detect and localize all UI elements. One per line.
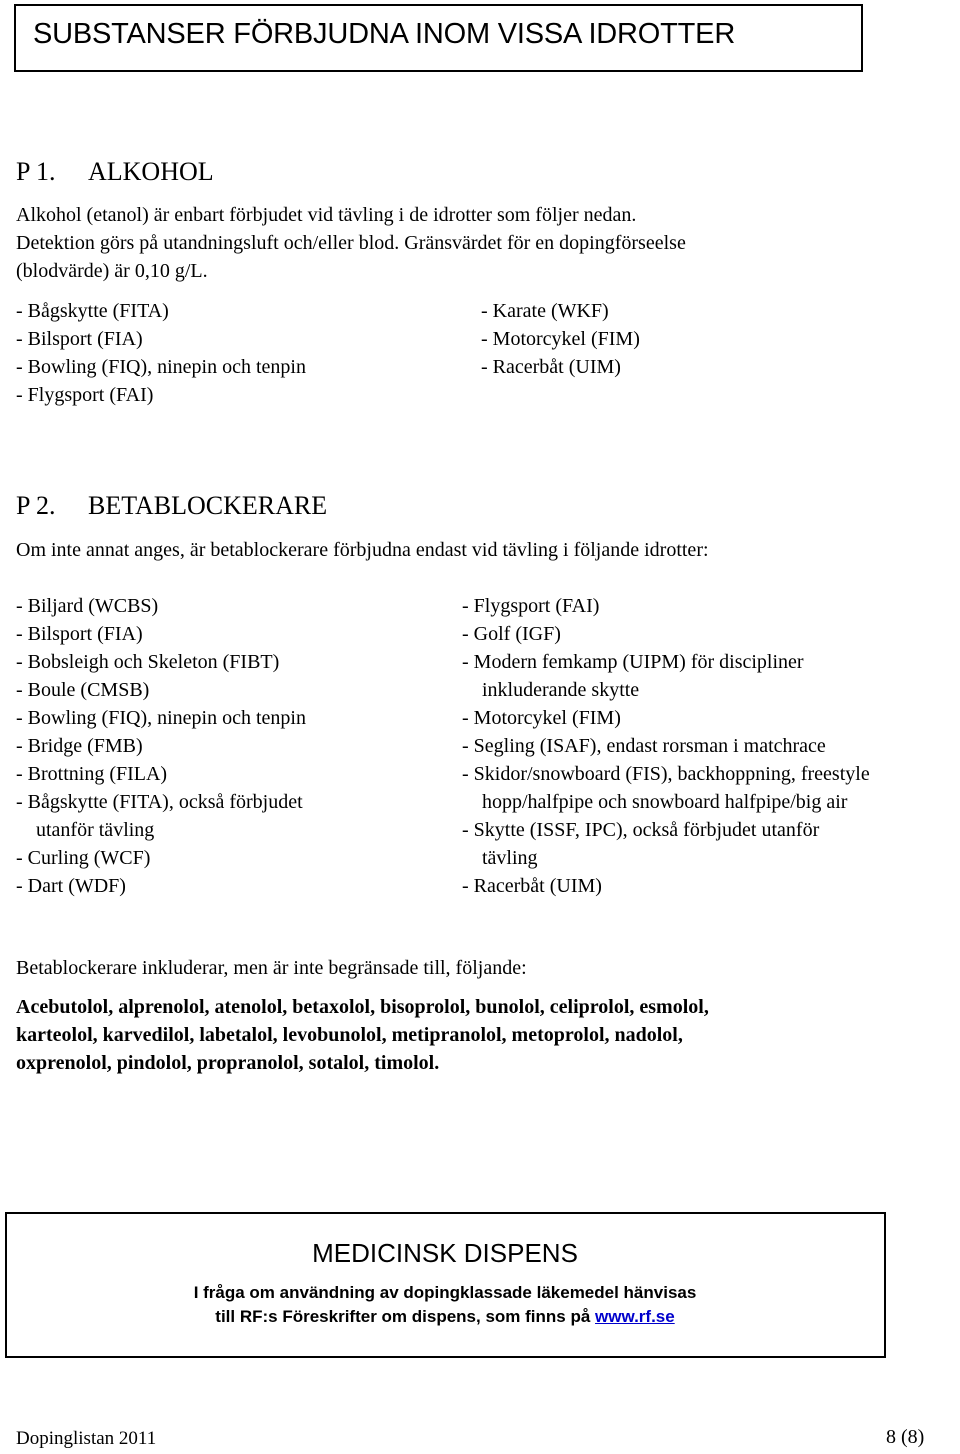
list-item: - Modern femkamp (UIPM) för discipliner <box>462 651 804 673</box>
list-item: - Bilsport (FIA) <box>16 623 143 645</box>
p1-sports-left-list <box>16 297 306 409</box>
substances-line-3: oxprenolol, pindolol, propranolol, sotalol, timolol. <box>16 1052 440 1074</box>
list-item: - Karate (WKF) <box>481 300 609 322</box>
list-item-continuation: hopp/halfpipe och snowboard halfpipe/big air <box>482 791 848 813</box>
p1-paragraph-line-2: Detektion görs på utandningsluft och/eller blod. Gränsvärdet för en dopingförseelse <box>16 232 686 254</box>
list-item: - Golf (IGF) <box>462 623 561 645</box>
list-item: - Bågskytte (FITA) <box>16 300 169 322</box>
dispens-text-line-2 <box>0 1307 890 1327</box>
list-item: - Curling (WCF) <box>16 847 151 869</box>
list-item: - Racerbåt (UIM) <box>462 875 602 897</box>
p1-paragraph-line-1: Alkohol (etanol) är enbart förbjudet vid tävling i de idrotter som följer nedan. <box>16 204 637 226</box>
footer-document-name: Dopinglistan 2011 <box>16 1428 157 1449</box>
title-box <box>14 4 863 72</box>
substances-line-2: karteolol, karvedilol, labetalol, levobunolol, metipranolol, metoprolol, nadolol, <box>16 1024 683 1046</box>
list-item: - Motorcykel (FIM) <box>462 707 621 729</box>
list-item: - Bowling (FIQ), ninepin och tenpin <box>16 707 306 729</box>
list-item: - Motorcykel (FIM) <box>481 328 640 350</box>
p1-number: P 1. <box>16 157 56 186</box>
list-item: - Skidor/snowboard (FIS), backhoppning, freestyle <box>462 763 870 785</box>
list-item: - Dart (WDF) <box>16 875 126 897</box>
footer-page-number: 8 (8) <box>886 1426 925 1448</box>
list-item: - Flygsport (FAI) <box>462 595 600 617</box>
list-item: - Bridge (FMB) <box>16 735 143 757</box>
p1-paragraph-line-3: (blodvärde) är 0,10 g/L. <box>16 260 208 282</box>
p1-title: ALKOHOL <box>88 157 214 186</box>
list-item: - Biljard (WCBS) <box>16 595 159 617</box>
substances-intro: Betablockerare inkluderar, men är inte begränsade till, följande: <box>16 957 527 979</box>
p1-sports-right-list <box>481 297 640 381</box>
p2-title: BETABLOCKERARE <box>88 491 328 520</box>
substances-line-1: Acebutolol, alprenolol, atenolol, betaxolol, bisoprolol, bunolol, celiprolol, esmolol, <box>16 996 709 1018</box>
dispens-text-line-1: I fråga om användning av dopingklassade läkemedel hänvisas <box>193 1283 697 1302</box>
list-item: - Skytte (ISSF, IPC), också förbjudet utanför <box>462 819 820 841</box>
rf-website-link[interactable]: www.rf.se <box>595 1307 675 1326</box>
p2-sports-right-list <box>462 592 870 900</box>
list-item: - Bilsport (FIA) <box>16 328 143 350</box>
list-item: - Brottning (FILA) <box>16 763 168 785</box>
list-item-continuation: utanför tävling <box>36 819 155 841</box>
document-title: SUBSTANSER FÖRBJUDNA INOM VISSA IDROTTER <box>33 18 736 50</box>
list-item-continuation: inkluderande skytte <box>482 679 640 701</box>
list-item: - Boule (CMSB) <box>16 679 150 701</box>
list-item: - Bobsleigh och Skeleton (FIBT) <box>16 651 280 673</box>
list-item-continuation: tävling <box>482 847 538 869</box>
p2-intro: Om inte annat anges, är betablockerare förbjudna endast vid tävling i följande idrotter: <box>16 539 709 561</box>
list-item: - Bowling (FIQ), ninepin och tenpin <box>16 356 306 378</box>
p1-heading <box>16 158 214 186</box>
p2-sports-left-list <box>16 592 306 900</box>
p2-number: P 2. <box>16 491 56 520</box>
list-item: - Racerbåt (UIM) <box>481 356 621 378</box>
list-item: - Flygsport (FAI) <box>16 384 154 406</box>
p2-heading <box>16 492 327 520</box>
list-item: - Segling (ISAF), endast rorsman i matchrace <box>462 735 826 757</box>
list-item: - Bågskytte (FITA), också förbjudet <box>16 791 303 813</box>
dispens-title: MEDICINSK DISPENS <box>312 1238 578 1268</box>
dispens-text-prefix: till RF:s Föreskrifter om dispens, som finns på <box>215 1307 596 1326</box>
